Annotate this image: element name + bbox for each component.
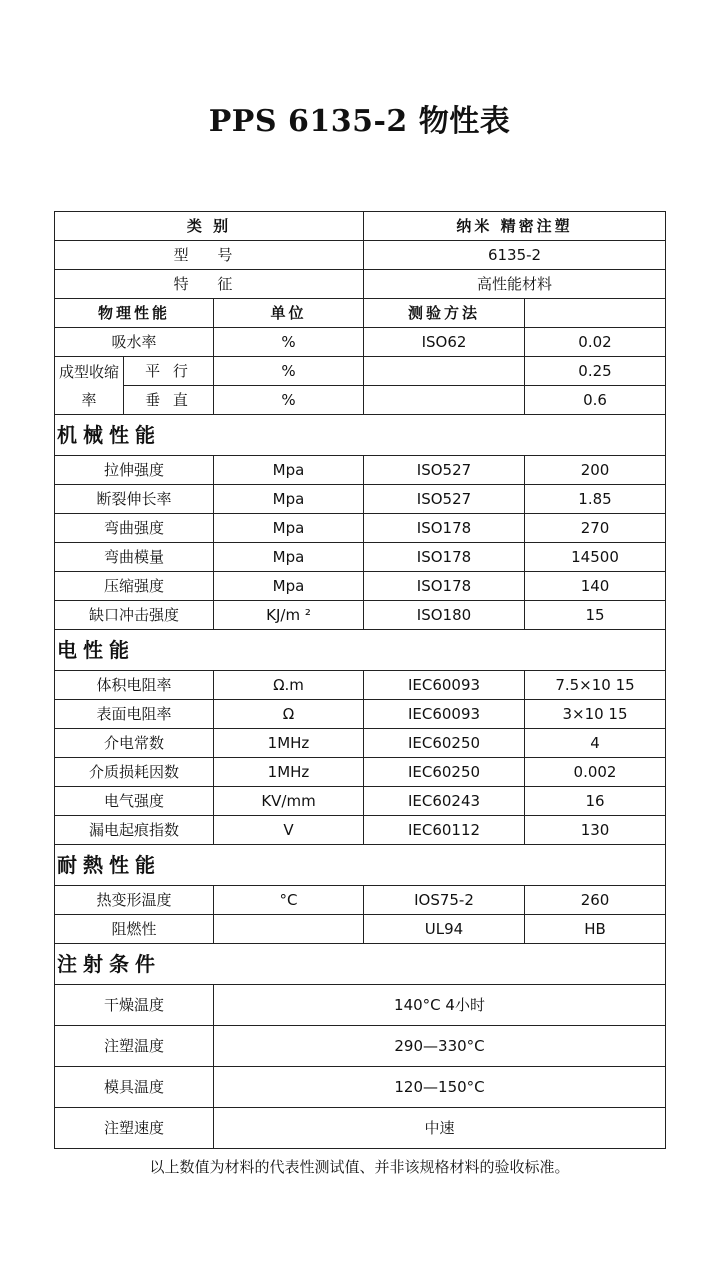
- section-row: [55, 845, 666, 886]
- condition-value: 290—330°C: [214, 1026, 666, 1067]
- property-name: 压缩强度: [55, 572, 214, 601]
- table-row: [55, 386, 666, 415]
- properties-table: [54, 211, 666, 1149]
- table-row: [55, 328, 666, 357]
- property-method: IEC60112: [364, 816, 525, 845]
- property-value: 1.85: [525, 485, 666, 514]
- table-row: [55, 787, 666, 816]
- property-unit: KJ/m ²: [214, 601, 364, 630]
- property-unit: Mpa: [214, 543, 364, 572]
- condition-name: 模具温度: [55, 1067, 214, 1108]
- property-unit: °C: [214, 886, 364, 915]
- property-unit: %: [214, 386, 364, 415]
- property-name: 介质损耗因数: [55, 758, 214, 787]
- table-row: [55, 985, 666, 1026]
- property-value: 16: [525, 787, 666, 816]
- property-method: [364, 386, 525, 415]
- property-method: ISO527: [364, 485, 525, 514]
- table-row: [55, 671, 666, 700]
- property-unit: KV/mm: [214, 787, 364, 816]
- property-method: IEC60093: [364, 671, 525, 700]
- section-title-injection: 注射条件: [55, 944, 666, 985]
- property-name: 漏电起痕指数: [55, 816, 214, 845]
- property-value: HB: [525, 915, 666, 944]
- footer-note: 以上数值为材料的代表性测试值、并非该规格材料的验收标准。: [149, 1158, 570, 1176]
- section-title-thermal: 耐熱性能: [55, 845, 666, 886]
- property-name: 介电常数: [55, 729, 214, 758]
- property-unit: Ω.m: [214, 671, 364, 700]
- table-row: [55, 729, 666, 758]
- property-name: 垂 直: [124, 386, 214, 415]
- condition-value: 140°C 4小时: [214, 985, 666, 1026]
- property-name: 阻燃性: [55, 915, 214, 944]
- property-value: 130: [525, 816, 666, 845]
- property-unit: V: [214, 816, 364, 845]
- property-method: ISO178: [364, 514, 525, 543]
- table-row: [55, 758, 666, 787]
- property-method: IEC60250: [364, 758, 525, 787]
- table-row: [55, 543, 666, 572]
- shrinkage-label: 成型收缩率: [55, 357, 124, 415]
- property-value: 15: [525, 601, 666, 630]
- property-unit: Mpa: [214, 572, 364, 601]
- property-value: 0.6: [525, 386, 666, 415]
- condition-value: 中速: [214, 1108, 666, 1149]
- table-row: [55, 1108, 666, 1149]
- property-method: ISO178: [364, 543, 525, 572]
- property-name: 弯曲强度: [55, 514, 214, 543]
- property-name: 拉伸强度: [55, 456, 214, 485]
- condition-value: 120—150°C: [214, 1067, 666, 1108]
- property-unit: %: [214, 357, 364, 386]
- property-method: IEC60243: [364, 787, 525, 816]
- section-title-mechanical: 机械性能: [55, 415, 666, 456]
- model-label: 型 号: [55, 241, 364, 270]
- property-unit: %: [214, 328, 364, 357]
- section-row: [55, 630, 666, 671]
- property-value: 0.002: [525, 758, 666, 787]
- property-method: IEC60250: [364, 729, 525, 758]
- section-row: [55, 415, 666, 456]
- table-row: [55, 816, 666, 845]
- model-value: 6135-2: [364, 241, 666, 270]
- property-value: 260: [525, 886, 666, 915]
- category-row: [55, 212, 666, 241]
- section-row: [55, 944, 666, 985]
- property-value: 200: [525, 456, 666, 485]
- property-value: 270: [525, 514, 666, 543]
- property-value: 14500: [525, 543, 666, 572]
- table-row: [55, 357, 666, 386]
- property-method: IOS75-2: [364, 886, 525, 915]
- property-name: 体积电阻率: [55, 671, 214, 700]
- table-row: [55, 572, 666, 601]
- property-value: 0.02: [525, 328, 666, 357]
- property-value: 7.5×10 15: [525, 671, 666, 700]
- table-row: [55, 514, 666, 543]
- category-label: 类 别: [55, 212, 364, 241]
- property-name: 电气强度: [55, 787, 214, 816]
- property-method: ISO178: [364, 572, 525, 601]
- property-name: 热变形温度: [55, 886, 214, 915]
- property-name: 缺口冲击强度: [55, 601, 214, 630]
- table-row: [55, 1067, 666, 1108]
- property-name: 表面电阻率: [55, 700, 214, 729]
- column-header-row: [55, 299, 666, 328]
- property-method: [364, 357, 525, 386]
- property-unit: [214, 915, 364, 944]
- page-title: PPS 6135-2 物性表: [208, 104, 511, 139]
- property-value: 3×10 15: [525, 700, 666, 729]
- condition-name: 注塑温度: [55, 1026, 214, 1067]
- property-method: ISO62: [364, 328, 525, 357]
- property-value: 140: [525, 572, 666, 601]
- property-method: ISO527: [364, 456, 525, 485]
- col-property-header: 物理性能: [55, 299, 214, 328]
- col-method-header: 测验方法: [364, 299, 525, 328]
- property-method: ISO180: [364, 601, 525, 630]
- property-unit: Mpa: [214, 456, 364, 485]
- col-unit-header: 单位: [214, 299, 364, 328]
- col-value-header: [525, 299, 666, 328]
- table-row: [55, 700, 666, 729]
- property-unit: Mpa: [214, 514, 364, 543]
- table-row: [55, 886, 666, 915]
- section-title-electrical: 电性能: [55, 630, 666, 671]
- property-unit: Mpa: [214, 485, 364, 514]
- model-row: [55, 241, 666, 270]
- table-row: [55, 601, 666, 630]
- table-row: [55, 456, 666, 485]
- table-row: [55, 1026, 666, 1067]
- property-value: 4: [525, 729, 666, 758]
- feature-label: 特 征: [55, 270, 364, 299]
- property-name: 断裂伸长率: [55, 485, 214, 514]
- table-row: [55, 485, 666, 514]
- feature-row: [55, 270, 666, 299]
- property-value: 0.25: [525, 357, 666, 386]
- property-name: 吸水率: [55, 328, 214, 357]
- property-unit: Ω: [214, 700, 364, 729]
- property-unit: 1MHz: [214, 729, 364, 758]
- property-method: IEC60093: [364, 700, 525, 729]
- condition-name: 注塑速度: [55, 1108, 214, 1149]
- property-unit: 1MHz: [214, 758, 364, 787]
- property-method: UL94: [364, 915, 525, 944]
- table-row: [55, 915, 666, 944]
- feature-value: 高性能材料: [364, 270, 666, 299]
- condition-name: 干燥温度: [55, 985, 214, 1026]
- property-name: 平 行: [124, 357, 214, 386]
- category-value: 纳米 精密注塑: [364, 212, 666, 241]
- property-name: 弯曲模量: [55, 543, 214, 572]
